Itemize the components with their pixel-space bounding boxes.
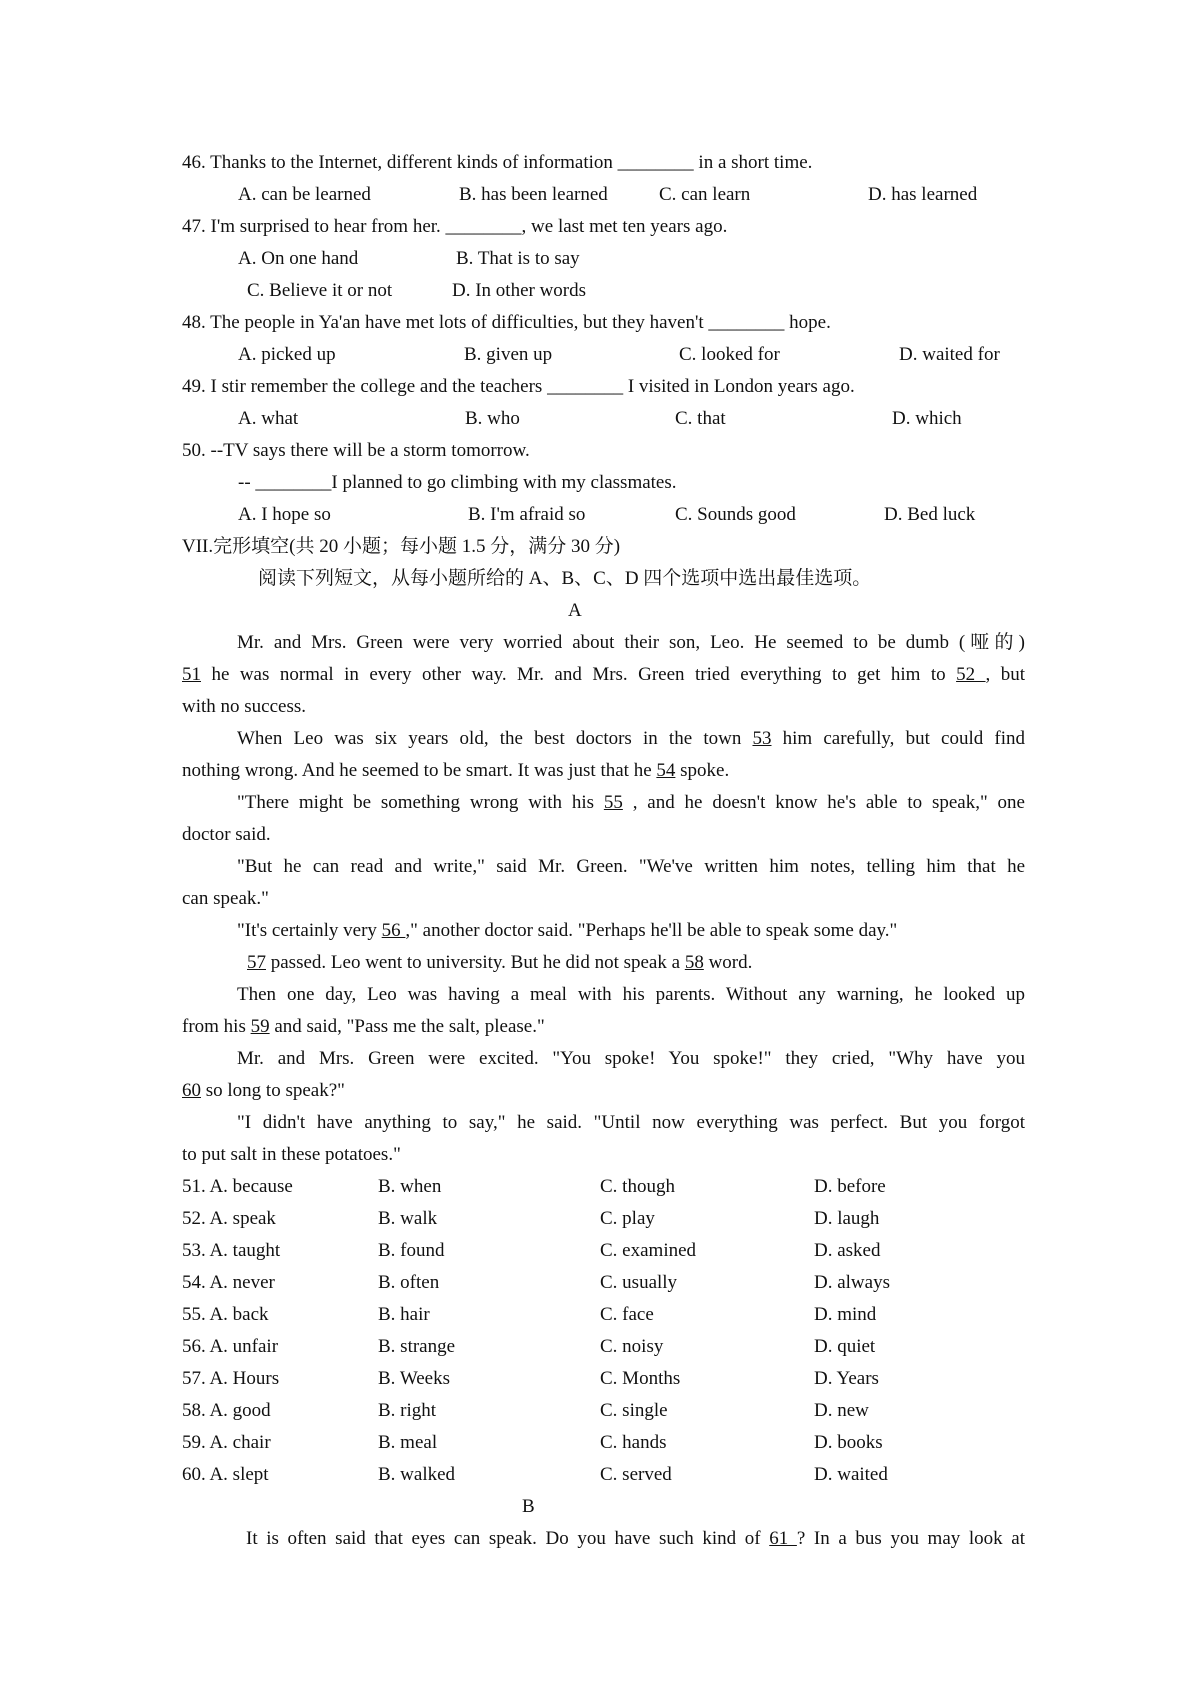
cloze-54-option-b: B. often <box>378 1272 440 1293</box>
question-47-stem: 47. I'm surprised to hear from her. ________, we last met ten years ago. <box>182 216 728 237</box>
cloze-56-option-a: 56. A. unfair <box>182 1336 279 1357</box>
question-49-stem: 49. I stir remember the college and the teachers ________ I visited in London years ago. <box>182 376 855 397</box>
q47-option-c: C. Believe it or not <box>247 280 393 301</box>
cloze-55-option-c: C. face <box>600 1304 654 1325</box>
q48-option-a: A. picked up <box>238 344 336 365</box>
passage-b-line <box>246 1523 1025 1555</box>
q50-option-a: A. I hope so <box>238 504 331 525</box>
passage-text: him carefully, but could find <box>771 728 1025 749</box>
passage-a-line <box>182 1107 1025 1139</box>
blank-51: 51 <box>182 664 201 685</box>
passage-text: to put salt in these potatoes." <box>182 1144 401 1165</box>
passage-text: so long to speak?" <box>201 1080 345 1101</box>
blank-58: 58 <box>684 952 704 973</box>
cloze-57-option-b: B. Weeks <box>378 1368 451 1389</box>
cloze-57-option-d: D. Years <box>814 1368 879 1389</box>
passage-a-line <box>182 979 1025 1011</box>
cloze-51-option-d: D. before <box>814 1176 886 1197</box>
section-title: VII.完形填空(共 20 小题；每小题 1.5 分，满分 30 分) <box>182 536 621 557</box>
cloze-53-option-d: D. asked <box>814 1240 881 1261</box>
cloze-58-option-b: B. right <box>378 1400 437 1421</box>
blank-54: 54 <box>656 760 676 781</box>
q50-option-d: D. Bed luck <box>884 504 976 525</box>
passage-a-line <box>182 1011 1025 1043</box>
q49-option-c: C. that <box>675 408 726 429</box>
cloze-52-option-a: 52. A. speak <box>182 1208 276 1229</box>
q49-option-b: B. who <box>465 408 520 429</box>
cloze-53-option-c: C. examined <box>600 1240 697 1261</box>
cloze-57-option-c: C. Months <box>600 1368 681 1389</box>
passage-a-line <box>182 915 1025 947</box>
passage-a-line <box>182 819 1025 851</box>
cloze-59-option-a: 59. A. chair <box>182 1432 271 1453</box>
passage-text: word. <box>703 952 753 973</box>
cloze-60-option-b: B. walked <box>378 1464 456 1485</box>
cloze-51-option-c: C. though <box>600 1176 675 1197</box>
blank-52: 52 <box>956 664 986 685</box>
cloze-58-option-c: C. single <box>600 1400 668 1421</box>
q46-option-d: D. has learned <box>868 184 978 205</box>
passage-text: "I didn't have anything to say," he said. "Until now everything was perfect. But you forgot <box>237 1112 1025 1133</box>
passage-text: Then one day, Leo was having a meal with his parents. Without any warning, he looked up <box>237 984 1025 1005</box>
passage-a-line <box>182 755 1025 787</box>
passage-text: ? In a bus you may look at <box>796 1528 1026 1549</box>
passage-text: "There might be something wrong with his <box>237 792 604 813</box>
passage-text: "It's certainly very <box>237 920 382 941</box>
passage-text: doctor said. <box>182 824 271 845</box>
passage-text: with no success. <box>182 696 307 717</box>
passage-a-line <box>182 851 1025 883</box>
passage-text: "But he can read and write," said Mr. Green. "We've written him notes, telling him that he <box>237 856 1025 877</box>
cloze-55-option-a: 55. A. back <box>182 1304 269 1325</box>
cloze-55-option-b: B. hair <box>378 1304 430 1325</box>
passage-a-line <box>182 1139 1025 1171</box>
cloze-60-option-c: C. served <box>600 1464 672 1485</box>
passage-a-line <box>182 947 1025 979</box>
q49-option-d: D. which <box>892 408 962 429</box>
question-46-stem: 46. Thanks to the Internet, different kinds of information ________ in a short time. <box>182 152 813 173</box>
passage-b-label: B <box>522 1496 535 1517</box>
cloze-52-option-b: B. walk <box>378 1208 438 1229</box>
q47-option-a: A. On one hand <box>238 248 359 269</box>
passage-text: , but <box>985 664 1026 685</box>
passage-text: Mr. and Mrs. Green were excited. "You spoke! You spoke!" they cried, "Why have you <box>237 1048 1025 1069</box>
passage-text: When Leo was six years old, the best doctors in the town <box>237 728 753 749</box>
passage-text: It is often said that eyes can speak. Do you have such kind of <box>246 1528 770 1549</box>
q47-option-b: B. That is to say <box>456 248 580 269</box>
passage-a-line <box>182 1075 1025 1107</box>
passage-text: passed. Leo went to university. But he did not speak a <box>266 952 685 973</box>
cloze-54-option-d: D. always <box>814 1272 890 1293</box>
question-50-stem: 50. --TV says there will be a storm tomorrow. <box>182 440 530 461</box>
cloze-58-option-d: D. new <box>814 1400 869 1421</box>
passage-text: , and he doesn't know he's able to speak," one <box>622 792 1025 813</box>
passage-a-line <box>182 787 1025 819</box>
cloze-53-option-b: B. found <box>378 1240 445 1261</box>
q46-option-a: A. can be learned <box>238 184 371 205</box>
passage-a-line <box>182 659 1025 691</box>
cloze-57-option-a: 57. A. Hours <box>182 1368 280 1389</box>
cloze-60-option-a: 60. A. slept <box>182 1464 269 1485</box>
question-50-reply: -- ________I planned to go climbing with my classmates. <box>238 472 677 493</box>
cloze-55-option-d: D. mind <box>814 1304 877 1325</box>
passage-a-label: A <box>568 600 582 621</box>
cloze-59-option-d: D. books <box>814 1432 883 1453</box>
passage-text: nothing wrong. And he seemed to be smart. It was just that he <box>182 760 657 781</box>
cloze-60-option-d: D. waited <box>814 1464 888 1485</box>
passage-text: he was normal in every other way. Mr. and Mrs. Green tried everything to get him to <box>201 664 957 685</box>
q48-option-b: B. given up <box>464 344 553 365</box>
passage-text: can speak." <box>182 888 269 909</box>
passage-a-line <box>182 1043 1025 1075</box>
cloze-59-option-b: B. meal <box>378 1432 438 1453</box>
cloze-53-option-a: 53. A. taught <box>182 1240 281 1261</box>
q48-option-d: D. waited for <box>899 344 1000 365</box>
cloze-54-option-a: 54. A. never <box>182 1272 275 1293</box>
cloze-58-option-a: 58. A. good <box>182 1400 271 1421</box>
cloze-51-option-b: B. when <box>378 1176 442 1197</box>
question-48-stem: 48. The people in Ya'an have met lots of difficulties, but they haven't ________ hope. <box>182 312 831 333</box>
passage-text: Mr. and Mrs. Green were very worried about their son, Leo. He seemed to be dumb (哑的) <box>237 632 1025 653</box>
cloze-56-option-d: D. quiet <box>814 1336 876 1357</box>
passage-a-line <box>182 883 1025 915</box>
blank-55: 55 <box>603 792 623 813</box>
blank-59: 59 <box>250 1016 270 1037</box>
cloze-56-option-c: C. noisy <box>600 1336 664 1357</box>
cloze-56-option-b: B. strange <box>378 1336 456 1357</box>
cloze-59-option-c: C. hands <box>600 1432 667 1453</box>
passage-text: ," another doctor said. "Perhaps he'll be able to speak some day." <box>405 920 898 941</box>
blank-57: 57 <box>247 952 266 973</box>
q46-option-b: B. has been learned <box>459 184 608 205</box>
cloze-52-option-d: D. laugh <box>814 1208 880 1229</box>
cloze-54-option-c: C. usually <box>600 1272 678 1293</box>
q50-option-b: B. I'm afraid so <box>468 504 586 525</box>
section-instruction: 阅读下列短文，从每小题所给的 A、B、C、D 四个选项中选出最佳选项。 <box>258 568 872 589</box>
passage-a-line <box>182 723 1025 755</box>
q46-option-c: C. can learn <box>659 184 751 205</box>
blank-53: 53 <box>752 728 772 749</box>
passage-text: spoke. <box>675 760 730 781</box>
passage-a-line <box>182 691 1025 723</box>
q48-option-c: C. looked for <box>679 344 780 365</box>
blank-61: 61 <box>769 1528 797 1549</box>
passage-text: and said, "Pass me the salt, please." <box>269 1016 545 1037</box>
q47-option-d: D. In other words <box>452 280 587 301</box>
q49-option-a: A. what <box>238 408 299 429</box>
blank-60: 60 <box>182 1080 201 1101</box>
q50-option-c: C. Sounds good <box>675 504 796 525</box>
cloze-52-option-c: C. play <box>600 1208 655 1229</box>
blank-56: 56 <box>381 920 406 941</box>
passage-a-line <box>182 627 1025 659</box>
cloze-51-option-a: 51. A. because <box>182 1176 293 1197</box>
passage-text: from his <box>182 1016 251 1037</box>
